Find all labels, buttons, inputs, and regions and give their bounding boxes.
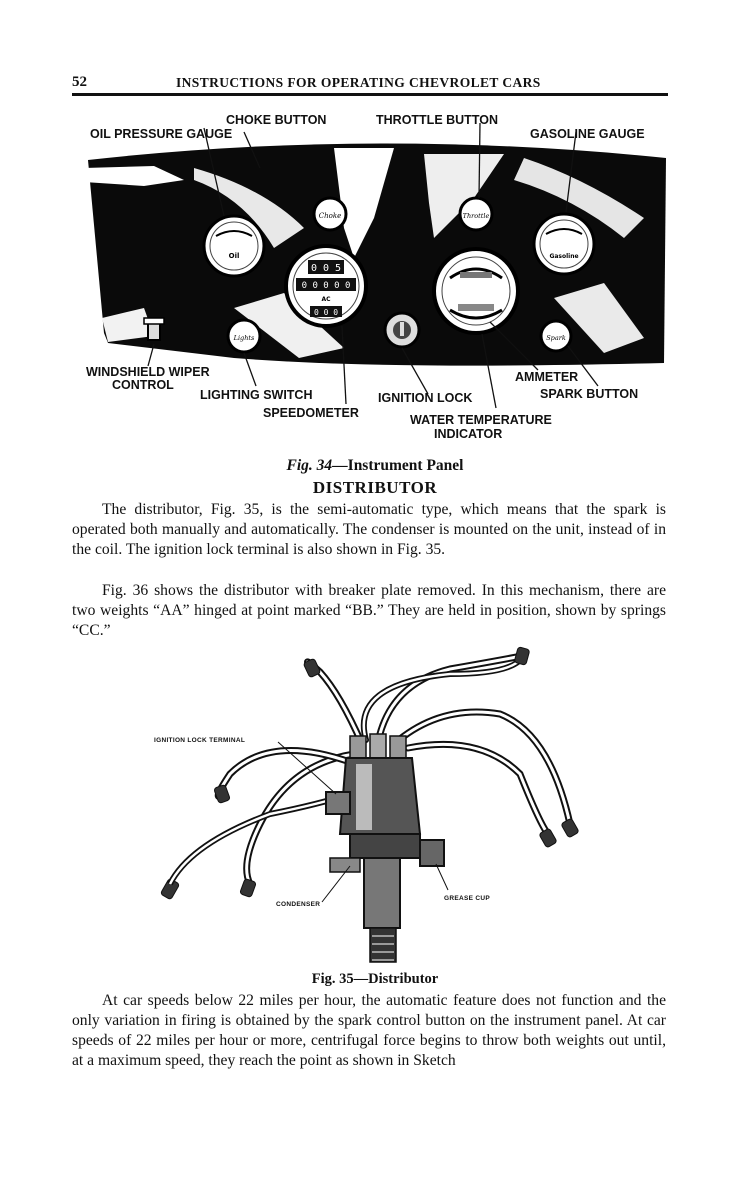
throttle-button [460, 198, 492, 230]
page-header [72, 74, 668, 94]
label-choke-button: CHOKE BUTTON [226, 113, 327, 127]
distributor-body [326, 734, 444, 962]
svg-text:0 0 5: 0 0 5 [310, 263, 342, 274]
instrument-panel-figure [84, 108, 670, 450]
distributor-figure [150, 644, 590, 968]
spark-button [541, 321, 571, 351]
svg-text:Choke: Choke [318, 212, 342, 220]
svg-text:Oil: Oil [228, 252, 240, 260]
label-gasoline-gauge: GASOLINE GAUGE [530, 127, 645, 141]
label-condenser: CONDENSER [276, 901, 321, 908]
ignition-lock [385, 313, 419, 347]
oil-pressure-gauge [204, 216, 264, 276]
label-water-temperature-indicator: INDICATOR [434, 427, 503, 441]
label-water-temperature: WATER TEMPERATURE [410, 413, 552, 427]
label-speedometer: SPEEDOMETER [263, 406, 359, 420]
paragraph-1: The distributor, Fig. 35, is the semi-automatic type, which means that the spark is operated both manually and automatically. The condenser is mounted on the unit, instead of in the coil. The ignition lock terminal is also shown in Fig. 35. [72, 501, 666, 558]
svg-text:AC: AC [321, 296, 331, 303]
label-grease-cup: GREASE CUP [444, 895, 490, 902]
label-ammeter: AMMETER [515, 370, 579, 384]
paragraph-3: At car speeds below 22 miles per hour, the automatic feature does not function and the only variation in firing is obtained by the spark control button on the instrument panel. At car speeds of 22 miles per hour or more, centrifugal force begins to throw both weights out until, at a maximum speed, they reach the point as shown in Sketch [72, 992, 666, 1069]
ammeter-water-temp-gauge [434, 249, 518, 333]
windshield-wiper-control [144, 318, 164, 340]
label-windshield-wiper: WINDSHIELD WIPER [86, 365, 210, 379]
label-windshield-wiper-control: CONTROL [112, 378, 174, 392]
svg-text:Throttle: Throttle [462, 212, 490, 220]
svg-text:0 0 0: 0 0 0 [313, 308, 339, 317]
svg-text:0 0 0 0 0: 0 0 0 0 0 [301, 281, 351, 291]
svg-text:Spark: Spark [546, 334, 566, 342]
figure-34-caption: Fig. 34—Instrument Panel [286, 457, 464, 474]
header-rule [72, 93, 668, 96]
page-number: 52 [72, 74, 87, 90]
label-throttle-button: THROTTLE BUTTON [376, 113, 498, 127]
speedometer [286, 246, 366, 326]
lighting-switch [228, 320, 260, 352]
label-oil-pressure-gauge: OIL PRESSURE GAUGE [90, 127, 233, 141]
svg-text:Gasoline: Gasoline [549, 253, 579, 260]
running-title: INSTRUCTIONS FOR OPERATING CHEVROLET CARS [176, 75, 541, 90]
label-ignition-lock-terminal: IGNITION LOCK TERMINAL [154, 737, 246, 744]
label-lighting-switch: LIGHTING SWITCH [200, 388, 313, 402]
svg-text:Lights: Lights [233, 334, 255, 342]
section-heading: DISTRIBUTOR [312, 478, 438, 497]
choke-button [314, 198, 346, 230]
label-ignition-lock: IGNITION LOCK [378, 391, 473, 405]
gasoline-gauge [534, 214, 594, 274]
paragraph-2: Fig. 36 shows the distributor with breaker plate removed. In this mechanism, there are two weights “AA” hinged at point marked “BB.” They are held in position, shown by springs “CC.” [72, 582, 666, 639]
label-spark-button: SPARK BUTTON [540, 387, 639, 401]
figure-35-caption: Fig. 35—Distributor [311, 971, 439, 987]
